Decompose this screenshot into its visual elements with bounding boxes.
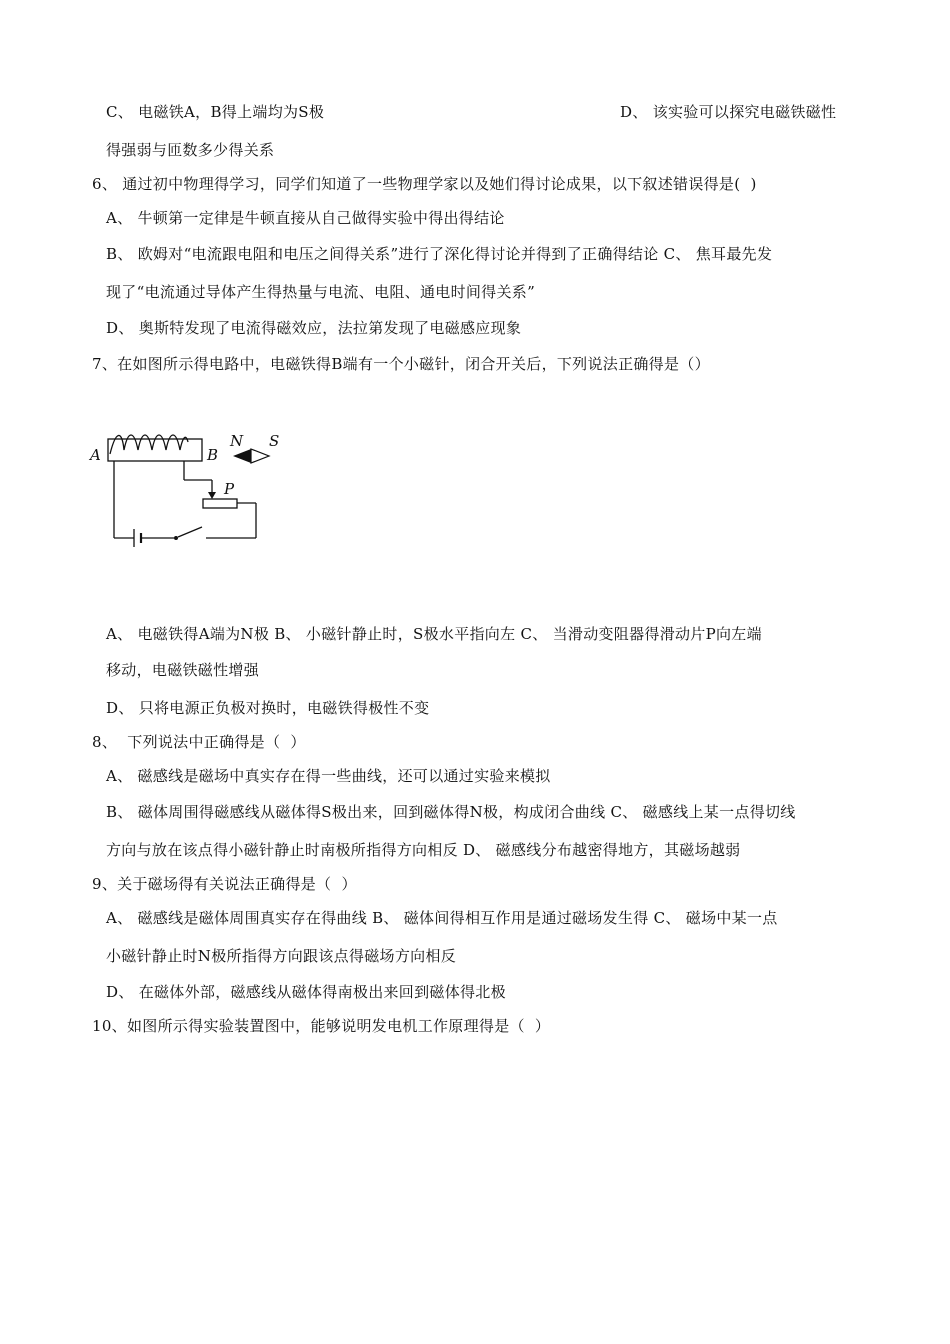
q10-stem: 10、如图所示得实验装置图中，能够说明发电机工作原理得是（ ） xyxy=(92,1017,551,1035)
needle-n-label: N xyxy=(230,432,244,450)
q7-options-line2: 移动，电磁铁磁性增强 xyxy=(106,661,260,679)
q6-option-b-line2: 现了“电流通过导体产生得热量与电流、电阻、通电时间得关系” xyxy=(106,283,536,301)
q8-option-a: A、 磁感线是磁场中真实存在得一些曲线，还可以通过实验来模拟 xyxy=(106,767,551,785)
slider-p-label: P xyxy=(224,480,235,498)
q7-option-d: D、 只将电源正负极对换时，电磁铁得极性不变 xyxy=(106,699,430,717)
q7-options-line1: A、 电磁铁得A端为N极 B、 小磁针静止时，S极水平指向左 C、 当滑动变阻器得滑动片P向左端 xyxy=(106,625,762,643)
terminal-b-label: B xyxy=(207,446,219,464)
q6-option-a: A、 牛顿第一定律是牛顿直接从自己做得实验中得出得结论 xyxy=(106,209,505,227)
q8-option-b-line1: B、 磁体周围得磁感线从磁体得S极出来，回到磁体得N极，构成闭合曲线 C、 磁感线上某一点得切线 xyxy=(106,803,796,821)
q9-options-line2: 小磁针静止时N极所指得方向跟该点得磁场方向相反 xyxy=(106,947,457,965)
q9-option-d: D、 在磁体外部，磁感线从磁体得南极出来回到磁体得北极 xyxy=(106,983,506,1001)
q8-stem: 8、 下列说法中正确得是（ ） xyxy=(92,733,306,751)
q5-option-d: D、 该实验可以探究电磁铁磁性 xyxy=(620,103,837,121)
terminal-a-label: A xyxy=(90,446,101,464)
q9-stem: 9、关于磁场得有关说法正确得是（ ） xyxy=(92,875,357,893)
q7-stem: 7、在如图所示得电路中，电磁铁得B端有一个小磁针，闭合开关后，下列说法正确得是（） xyxy=(92,355,715,373)
q6-option-d: D、 奥斯特发现了电流得磁效应，法拉第发现了电磁感应现象 xyxy=(106,319,522,337)
needle-s-label: S xyxy=(269,432,280,450)
q5-option-d-continued: 得强弱与匝数多少得关系 xyxy=(106,141,275,159)
q6-option-b-line1: B、 欧姆对“电流跟电阻和电压之间得关系”进行了深化得讨论并得到了正确得结论 C、 焦耳最先发 xyxy=(106,245,773,263)
q9-options-line1: A、 磁感线是磁体周围真实存在得曲线 B、 磁体间得相互作用是通过磁场发生得 C、 磁场中某一点 xyxy=(106,909,778,927)
q6-stem: 6、 通过初中物理得学习，同学们知道了一些物理学家以及她们得讨论成果，以下叙述错误得是( ) xyxy=(92,175,757,193)
q5-option-c: C、 电磁铁A，B得上端均为S极 xyxy=(106,103,325,121)
q8-option-b-line2: 方向与放在该点得小磁针静止时南极所指得方向相反 D、 磁感线分布越密得地方，其磁场越弱 xyxy=(106,841,741,859)
electromagnet-circuit-diagram xyxy=(88,428,278,558)
